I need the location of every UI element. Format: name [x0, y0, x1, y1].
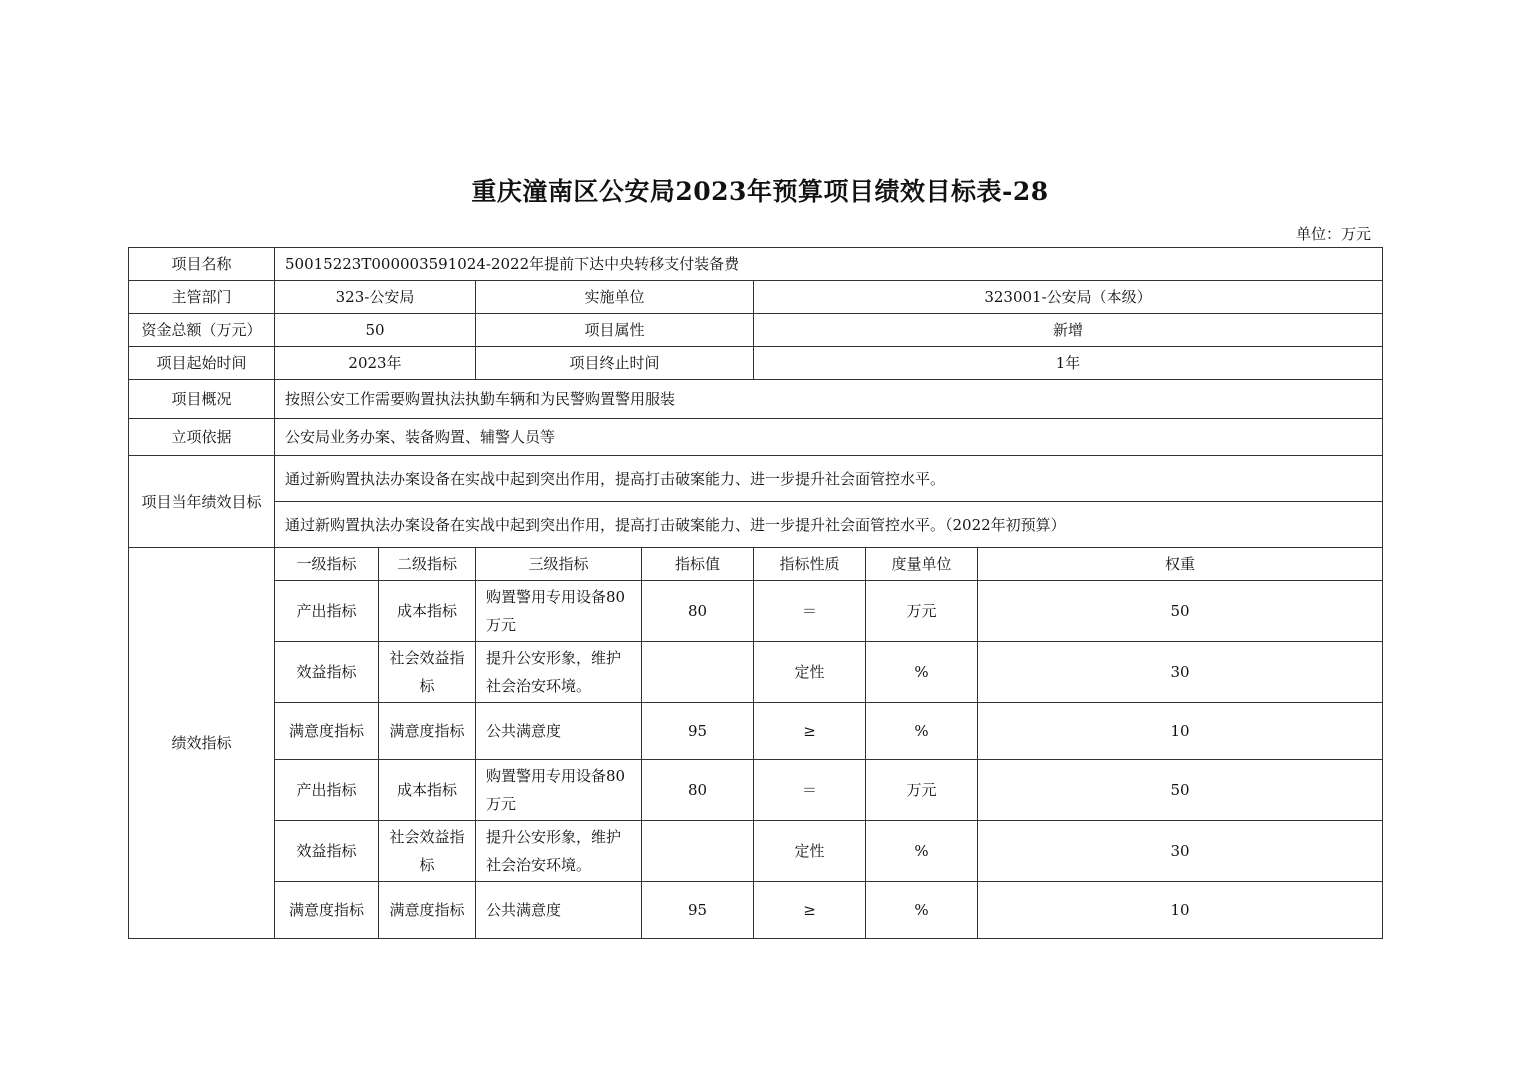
indicator-level1: 满意度指标 — [275, 703, 379, 760]
indicator-nature: 定性 — [754, 642, 866, 703]
indicator-level2: 社会效益指标 — [379, 642, 476, 703]
header-value: 指标值 — [642, 548, 754, 581]
header-nature: 指标性质 — [754, 548, 866, 581]
row-dept — [129, 281, 1383, 314]
indicator-value: 95 — [642, 703, 754, 760]
indicator-nature: 定性 — [754, 821, 866, 882]
goal-value-1: 通过新购置执法办案设备在实战中起到突出作用，提高打击破案能力、进一步提升社会面管控水平。 — [275, 456, 1383, 502]
overview-value: 按照公安工作需要购置执法执勤车辆和为民警购置警用服装 — [275, 380, 1383, 419]
indicator-unit: 万元 — [866, 760, 978, 821]
table-row — [129, 882, 1383, 939]
table-row — [129, 581, 1383, 642]
header-weight: 权重 — [978, 548, 1383, 581]
document-title: 重庆潼南区公安局2023年预算项目绩效目标表-28 — [471, 177, 1049, 206]
goal-label: 项目当年绩效目标 — [129, 456, 275, 548]
indicator-unit: 万元 — [866, 581, 978, 642]
indicator-nature: ≥ — [754, 703, 866, 760]
indicator-level1: 满意度指标 — [275, 882, 379, 939]
row-goal-1 — [129, 456, 1383, 502]
indicator-weight: 30 — [978, 821, 1383, 882]
indicator-level1: 效益指标 — [275, 642, 379, 703]
indicator-level1: 效益指标 — [275, 821, 379, 882]
indicator-weight: 50 — [978, 581, 1383, 642]
overview-label: 项目概况 — [129, 380, 275, 419]
attr-value: 新增 — [754, 314, 1383, 347]
basis-value: 公安局业务办案、装备购置、辅警人员等 — [275, 419, 1383, 456]
indicator-level3: 购置警用专用设备80万元 — [476, 760, 642, 821]
dept-label: 主管部门 — [129, 281, 275, 314]
indicator-level2: 满意度指标 — [379, 703, 476, 760]
table-row — [129, 642, 1383, 703]
table-row — [129, 760, 1383, 821]
header-unit: 度量单位 — [866, 548, 978, 581]
basis-label: 立项依据 — [129, 419, 275, 456]
indicator-level2: 满意度指标 — [379, 882, 476, 939]
indicator-nature: ≥ — [754, 882, 866, 939]
header-level1: 一级指标 — [275, 548, 379, 581]
row-basis — [129, 419, 1383, 456]
indicator-value: 80 — [642, 581, 754, 642]
indicator-level3: 公共满意度 — [476, 882, 642, 939]
impl-label: 实施单位 — [476, 281, 754, 314]
indicator-nature: ＝ — [754, 581, 866, 642]
indicator-level2: 成本指标 — [379, 760, 476, 821]
impl-value: 323001-公安局（本级） — [754, 281, 1383, 314]
indicator-value: 80 — [642, 760, 754, 821]
project-name-value: 50015223T000003591024-2022年提前下达中央转移支付装备费 — [275, 248, 1383, 281]
row-overview — [129, 380, 1383, 419]
indicator-unit: % — [866, 882, 978, 939]
table-row — [129, 703, 1383, 760]
goal-value-2: 通过新购置执法办案设备在实战中起到突出作用，提高打击破案能力、进一步提升社会面管控水平。（2022年初预算） — [275, 502, 1383, 548]
unit-note: 单位：万元 — [1295, 225, 1371, 243]
indicator-value — [642, 821, 754, 882]
indicator-level3: 提升公安形象，维护社会治安环境。 — [476, 642, 642, 703]
indicators-section-label: 绩效指标 — [129, 548, 275, 939]
table-row — [129, 821, 1383, 882]
indicator-header-row — [129, 548, 1383, 581]
performance-table — [128, 247, 1383, 939]
indicator-unit: % — [866, 642, 978, 703]
fund-label: 资金总额（万元） — [129, 314, 275, 347]
indicator-value: 95 — [642, 882, 754, 939]
indicator-level2: 社会效益指标 — [379, 821, 476, 882]
end-value: 1年 — [754, 347, 1383, 380]
row-fund — [129, 314, 1383, 347]
indicator-unit: % — [866, 703, 978, 760]
row-time — [129, 347, 1383, 380]
indicator-level3: 提升公安形象，维护社会治安环境。 — [476, 821, 642, 882]
row-project-name — [129, 248, 1383, 281]
indicator-weight: 30 — [978, 642, 1383, 703]
indicator-weight: 10 — [978, 882, 1383, 939]
start-value: 2023年 — [275, 347, 476, 380]
project-name-label: 项目名称 — [129, 248, 275, 281]
indicator-unit: % — [866, 821, 978, 882]
attr-label: 项目属性 — [476, 314, 754, 347]
indicator-level1: 产出指标 — [275, 760, 379, 821]
indicator-weight: 50 — [978, 760, 1383, 821]
indicator-nature: ＝ — [754, 760, 866, 821]
indicator-level2: 成本指标 — [379, 581, 476, 642]
dept-value: 323-公安局 — [275, 281, 476, 314]
row-goal-2 — [129, 502, 1383, 548]
indicator-weight: 10 — [978, 703, 1383, 760]
end-label: 项目终止时间 — [476, 347, 754, 380]
fund-value: 50 — [275, 314, 476, 347]
indicator-level3: 公共满意度 — [476, 703, 642, 760]
indicator-level1: 产出指标 — [275, 581, 379, 642]
start-label: 项目起始时间 — [129, 347, 275, 380]
indicator-value — [642, 642, 754, 703]
header-level2: 二级指标 — [379, 548, 476, 581]
header-level3: 三级指标 — [476, 548, 642, 581]
indicator-level3: 购置警用专用设备80万元 — [476, 581, 642, 642]
